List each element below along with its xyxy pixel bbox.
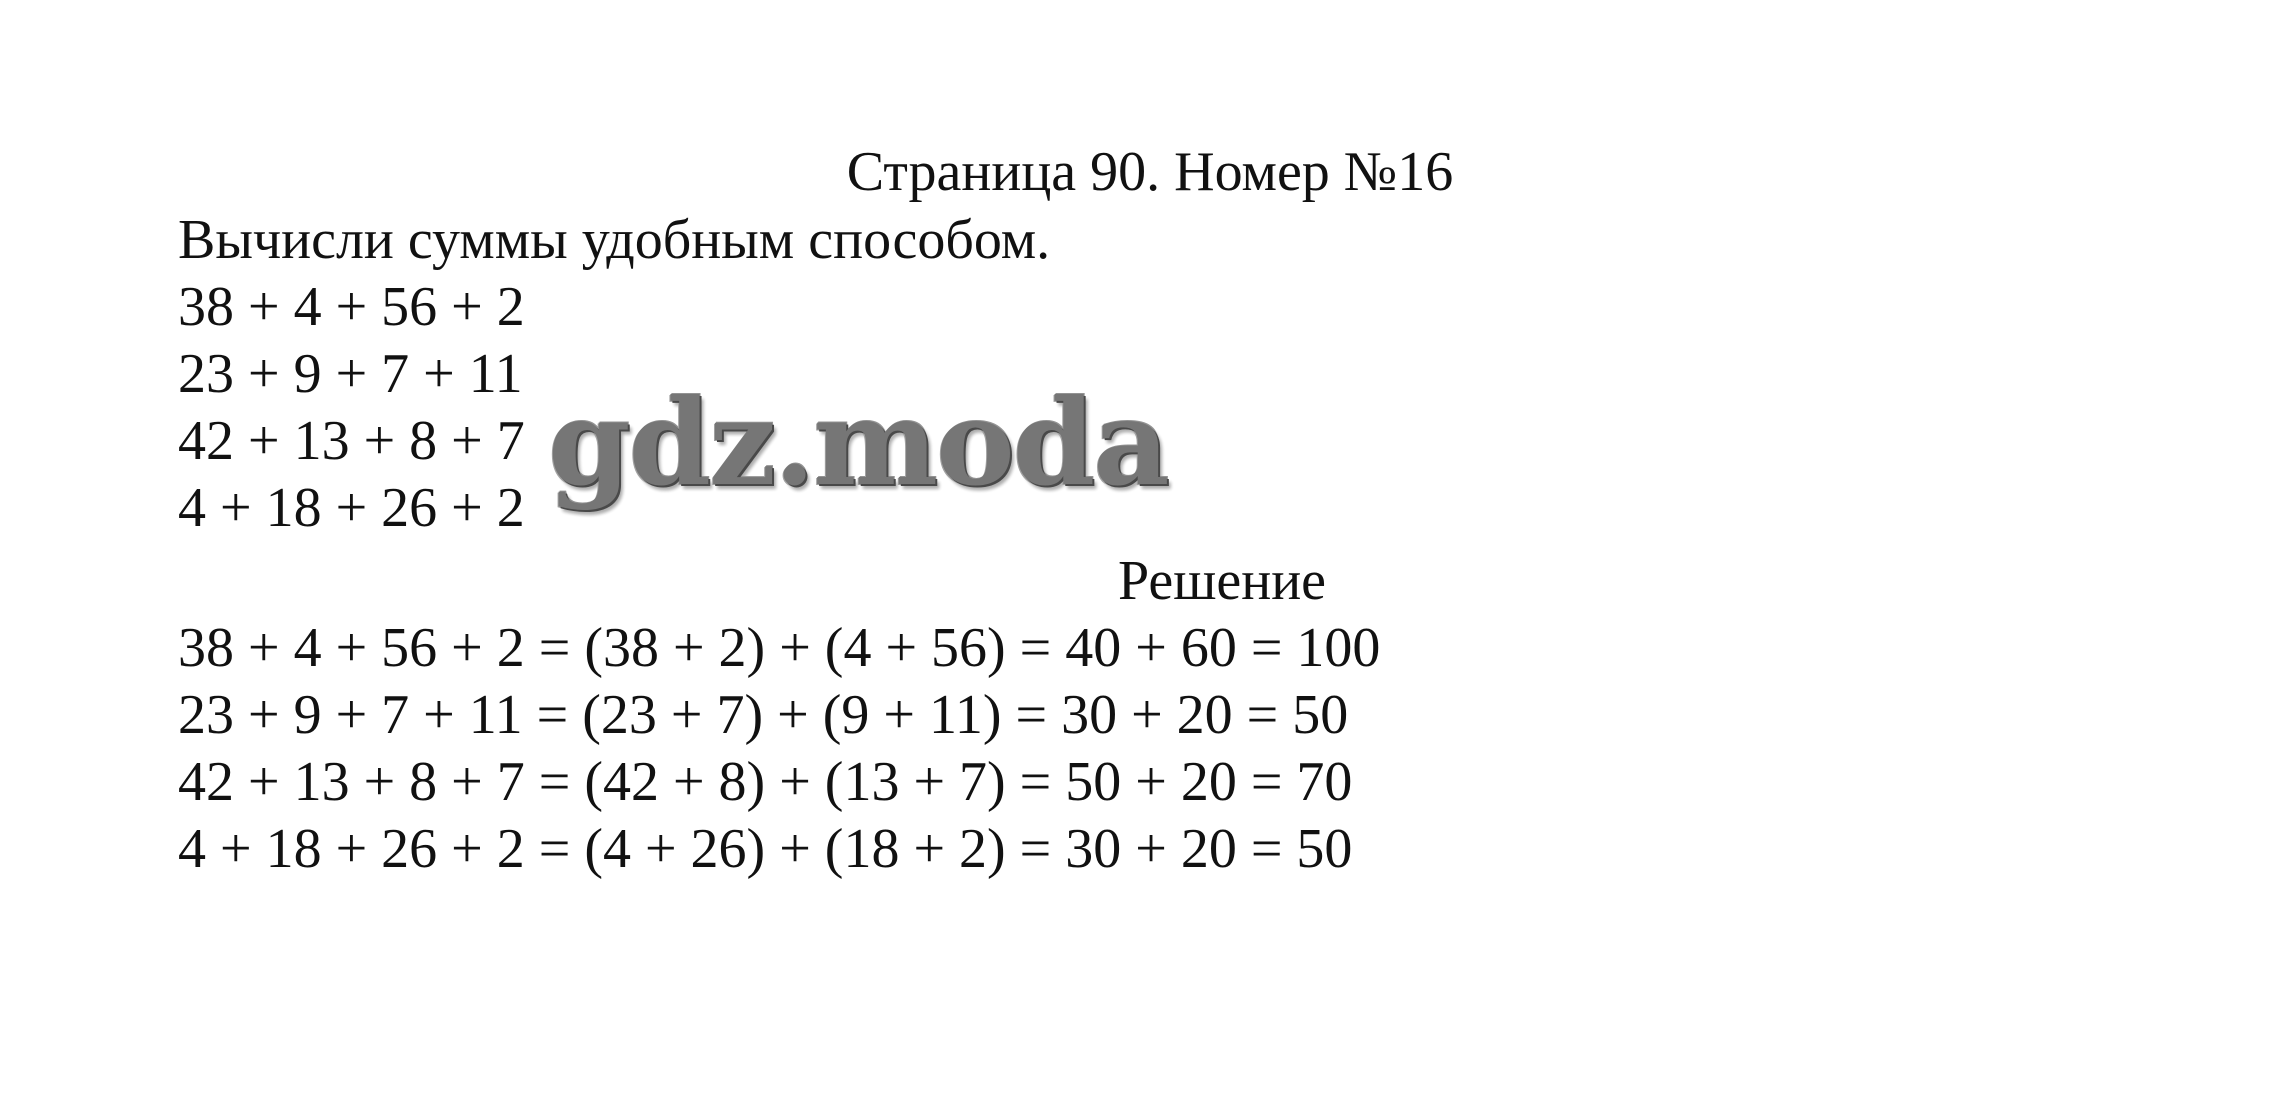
task-expression: 23 + 9 + 7 + 11	[178, 343, 523, 405]
task-prompt: Вычисли суммы удобным способом.	[178, 209, 1051, 271]
task-expression: 4 + 18 + 26 + 2	[178, 477, 525, 539]
task-expression: 38 + 4 + 56 + 2	[178, 276, 525, 338]
solution-line: 4 + 18 + 26 + 2 = (4 + 26) + (18 + 2) = 30 + 20 = 50	[178, 818, 1353, 880]
task-expression: 42 + 13 + 8 + 7	[178, 410, 525, 472]
solution-heading: Решение	[1117, 550, 1327, 612]
solution-line: 23 + 9 + 7 + 11 = (23 + 7) + (9 + 11) = 30 + 20 = 50	[178, 684, 1349, 746]
page-title: Страница 90. Номер №16	[846, 141, 1454, 203]
solution-line: 38 + 4 + 56 + 2 = (38 + 2) + (4 + 56) = 40 + 60 = 100	[178, 617, 1381, 679]
watermark-logo: gdz.moda	[548, 373, 1168, 512]
solution-line: 42 + 13 + 8 + 7 = (42 + 8) + (13 + 7) = 50 + 20 = 70	[178, 751, 1353, 813]
